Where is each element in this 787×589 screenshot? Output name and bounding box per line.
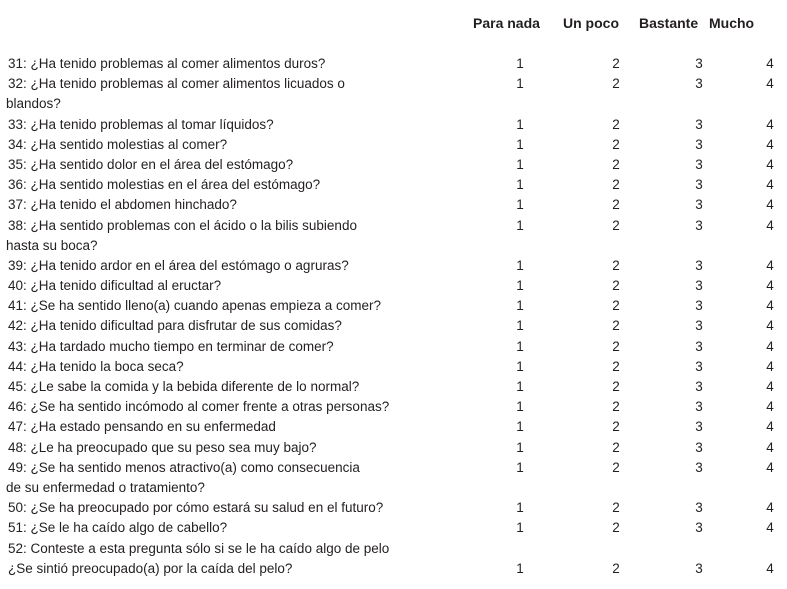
question-text	[8, 216, 383, 256]
question-line: 38: ¿Ha sentido problemas con el ácido o la bilis subiendo	[8, 217, 357, 233]
answer-para-nada: 1	[516, 419, 524, 435]
answer-un-poco: 2	[612, 520, 620, 536]
question-text	[8, 458, 383, 498]
header-bastante: Bastante	[639, 15, 699, 31]
question-text	[8, 518, 383, 538]
question-line: 51: ¿Se le ha caído algo de cabello?	[8, 520, 228, 536]
answer-bastante: 3	[695, 217, 703, 233]
answer-bastante: 3	[695, 520, 703, 536]
answer-para-nada: 1	[516, 560, 524, 576]
answer-un-poco: 2	[612, 500, 620, 516]
question-line: 34: ¿Ha sentido molestias al comer?	[8, 136, 228, 152]
question-text	[8, 357, 383, 377]
answer-mucho: 4	[766, 177, 774, 193]
question-row	[0, 195, 787, 215]
question-row	[0, 498, 787, 518]
answer-un-poco: 2	[612, 318, 620, 334]
question-line: hasta su boca?	[6, 237, 98, 253]
answer-un-poco: 2	[612, 459, 620, 475]
answer-un-poco: 2	[612, 116, 620, 132]
question-text	[8, 377, 383, 397]
answer-mucho: 4	[766, 136, 774, 152]
answer-para-nada: 1	[516, 500, 524, 516]
question-row	[0, 518, 787, 538]
question-row	[0, 256, 787, 276]
answer-bastante: 3	[695, 136, 703, 152]
answer-mucho: 4	[766, 419, 774, 435]
answer-bastante: 3	[695, 197, 703, 213]
question-text	[8, 316, 383, 336]
answer-mucho: 4	[766, 56, 774, 71]
question-text	[8, 417, 383, 437]
question-text	[8, 498, 383, 518]
answer-un-poco: 2	[612, 177, 620, 193]
question-row	[0, 458, 787, 498]
answer-mucho: 4	[766, 560, 774, 576]
answer-un-poco: 2	[612, 257, 620, 273]
answer-para-nada: 1	[516, 56, 524, 71]
answer-bastante: 3	[695, 500, 703, 516]
question-row	[0, 155, 787, 175]
question-text	[8, 276, 383, 296]
answer-mucho: 4	[766, 459, 774, 475]
answer-bastante: 3	[695, 399, 703, 415]
answer-bastante: 3	[695, 419, 703, 435]
column-header-row	[0, 15, 787, 35]
answer-mucho: 4	[766, 257, 774, 273]
answer-bastante: 3	[695, 116, 703, 132]
question-line: 43: ¿Ha tardado mucho tiempo en terminar de comer?	[8, 338, 334, 354]
answer-bastante: 3	[695, 56, 703, 71]
question-text	[8, 256, 383, 276]
answer-para-nada: 1	[516, 520, 524, 536]
answer-un-poco: 2	[612, 399, 620, 415]
answer-bastante: 3	[695, 358, 703, 374]
answer-mucho: 4	[766, 318, 774, 334]
question-text	[8, 155, 383, 175]
question-row	[0, 559, 787, 579]
answer-para-nada: 1	[516, 298, 524, 314]
question-line: de su enfermedad o tratamiento?	[6, 479, 205, 495]
question-row	[0, 377, 787, 397]
question-line: blandos?	[6, 96, 61, 112]
header-para-nada: Para nada	[473, 15, 540, 31]
question-text	[8, 539, 390, 559]
answer-mucho: 4	[766, 197, 774, 213]
question-line: 47: ¿Ha estado pensando en su enfermedad	[8, 419, 276, 435]
question-line: 40: ¿Ha tenido dificultad al eructar?	[8, 278, 222, 294]
question-row	[0, 216, 787, 256]
answer-mucho: 4	[766, 76, 774, 92]
question-line: 37: ¿Ha tenido el abdomen hinchado?	[8, 197, 237, 213]
answer-para-nada: 1	[516, 399, 524, 415]
question-line: 41: ¿Se ha sentido lleno(a) cuando apenas empieza a comer?	[8, 298, 381, 314]
question-line: 52: Conteste a esta pregunta sólo si se le ha caído algo de pelo	[8, 540, 390, 556]
question-line: 45: ¿Le sabe la comida y la bebida diferente de lo normal?	[8, 379, 360, 395]
question-row	[0, 316, 787, 336]
header-mucho: Mucho	[709, 15, 755, 31]
answer-bastante: 3	[695, 177, 703, 193]
question-row	[0, 417, 787, 437]
question-row	[0, 337, 787, 357]
answer-mucho: 4	[766, 379, 774, 395]
answer-para-nada: 1	[516, 439, 524, 455]
question-row	[0, 74, 787, 114]
answer-un-poco: 2	[612, 197, 620, 213]
answer-bastante: 3	[695, 318, 703, 334]
question-text	[8, 337, 383, 357]
question-row	[0, 539, 787, 559]
answer-para-nada: 1	[516, 116, 524, 132]
answer-bastante: 3	[695, 459, 703, 475]
answer-mucho: 4	[766, 358, 774, 374]
answer-bastante: 3	[695, 439, 703, 455]
question-text	[8, 397, 390, 417]
answer-mucho: 4	[766, 500, 774, 516]
answer-para-nada: 1	[516, 257, 524, 273]
answer-bastante: 3	[695, 257, 703, 273]
answer-para-nada: 1	[516, 197, 524, 213]
answer-bastante: 3	[695, 560, 703, 576]
question-row	[0, 115, 787, 135]
question-line: 48: ¿Le ha preocupado que su peso sea muy bajo?	[8, 439, 317, 455]
question-text	[8, 438, 383, 458]
answer-para-nada: 1	[516, 136, 524, 152]
answer-un-poco: 2	[612, 278, 620, 294]
question-text	[8, 559, 383, 579]
question-line: 32: ¿Ha tenido problemas al comer alimentos licuados o	[8, 76, 345, 92]
answer-para-nada: 1	[516, 156, 524, 172]
question-line: 42: ¿Ha tenido dificultad para disfrutar de sus comidas?	[8, 318, 342, 334]
question-line: 31: ¿Ha tenido problemas al comer alimentos duros?	[8, 56, 326, 71]
answer-un-poco: 2	[612, 419, 620, 435]
question-row	[0, 397, 787, 417]
question-line: 33: ¿Ha tenido problemas al tomar líquidos?	[8, 116, 274, 132]
question-row	[0, 135, 787, 155]
question-text	[8, 74, 383, 114]
question-row	[0, 54, 787, 74]
answer-mucho: 4	[766, 338, 774, 354]
question-list	[0, 54, 787, 579]
answer-para-nada: 1	[516, 338, 524, 354]
question-line: 50: ¿Se ha preocupado por cómo estará su salud en el futuro?	[8, 500, 384, 516]
answer-bastante: 3	[695, 76, 703, 92]
question-line: 49: ¿Se ha sentido menos atractivo(a) como consecuencia	[8, 459, 360, 475]
answer-para-nada: 1	[516, 76, 524, 92]
header-un-poco: Un poco	[563, 15, 619, 31]
question-text	[8, 115, 383, 135]
answer-un-poco: 2	[612, 298, 620, 314]
answer-mucho: 4	[766, 399, 774, 415]
answer-bastante: 3	[695, 338, 703, 354]
answer-bastante: 3	[695, 298, 703, 314]
answer-un-poco: 2	[612, 358, 620, 374]
question-line: 44: ¿Ha tenido la boca seca?	[8, 358, 184, 374]
answer-mucho: 4	[766, 156, 774, 172]
question-text	[8, 175, 383, 195]
answer-mucho: 4	[766, 217, 774, 233]
answer-mucho: 4	[766, 298, 774, 314]
answer-mucho: 4	[766, 520, 774, 536]
answer-un-poco: 2	[612, 379, 620, 395]
answer-para-nada: 1	[516, 358, 524, 374]
answer-un-poco: 2	[612, 217, 620, 233]
answer-mucho: 4	[766, 278, 774, 294]
answer-para-nada: 1	[516, 278, 524, 294]
answer-bastante: 3	[695, 379, 703, 395]
question-row	[0, 276, 787, 296]
answer-para-nada: 1	[516, 379, 524, 395]
question-line: ¿Se sintió preocupado(a) por la caída del pelo?	[8, 560, 293, 576]
question-row	[0, 296, 787, 316]
question-text	[8, 135, 383, 155]
answer-bastante: 3	[695, 156, 703, 172]
answer-mucho: 4	[766, 116, 774, 132]
answer-un-poco: 2	[612, 338, 620, 354]
answer-un-poco: 2	[612, 136, 620, 152]
question-text	[8, 195, 383, 215]
question-line: 39: ¿Ha tenido ardor en el área del estómago o agruras?	[8, 257, 349, 273]
answer-para-nada: 1	[516, 217, 524, 233]
question-row	[0, 438, 787, 458]
question-line: 36: ¿Ha sentido molestias en el área del estómago?	[8, 177, 321, 193]
question-row	[0, 175, 787, 195]
answer-un-poco: 2	[612, 56, 620, 71]
answer-para-nada: 1	[516, 318, 524, 334]
question-row	[0, 357, 787, 377]
answer-bastante: 3	[695, 278, 703, 294]
question-line: 35: ¿Ha sentido dolor en el área del estómago?	[8, 156, 294, 172]
question-line: 46: ¿Se ha sentido incómodo al comer frente a otras personas?	[8, 399, 390, 415]
answer-un-poco: 2	[612, 76, 620, 92]
question-text	[8, 54, 383, 74]
answer-un-poco: 2	[612, 560, 620, 576]
answer-un-poco: 2	[612, 156, 620, 172]
question-text	[8, 296, 383, 316]
answer-para-nada: 1	[516, 459, 524, 475]
answer-un-poco: 2	[612, 439, 620, 455]
answer-mucho: 4	[766, 439, 774, 455]
answer-para-nada: 1	[516, 177, 524, 193]
